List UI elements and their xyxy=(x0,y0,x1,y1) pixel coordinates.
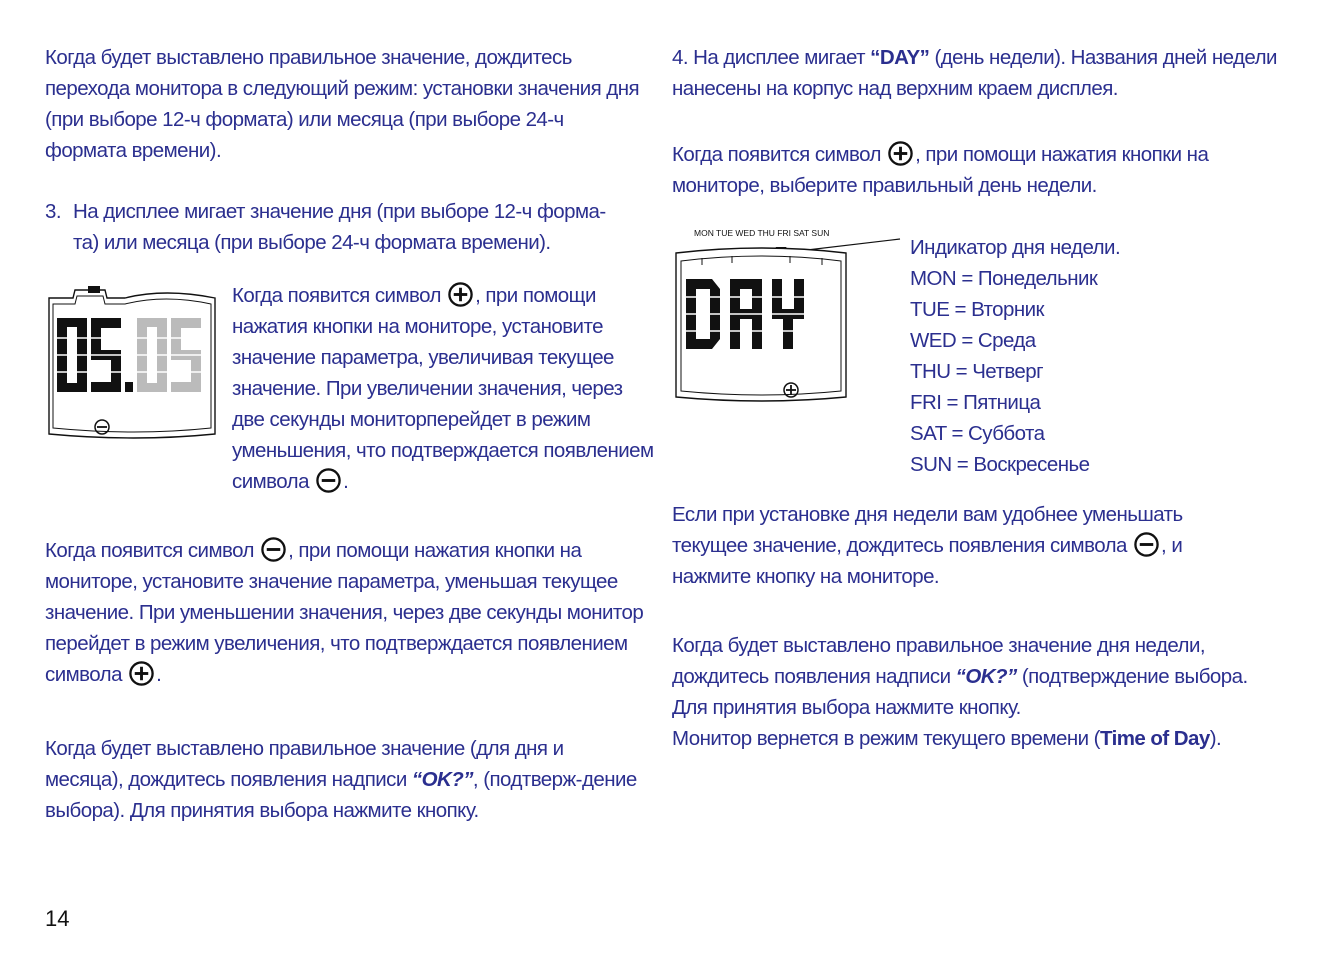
ok-label: “OK?” xyxy=(411,768,473,791)
plus-circle-icon xyxy=(887,140,914,167)
list-item: FRI = Пятница xyxy=(910,391,1041,414)
plus-circle-icon xyxy=(128,660,155,687)
list-item: WED = Среда xyxy=(910,329,1036,352)
text: , и нажмите кнопку на мониторе. xyxy=(672,534,1183,588)
text: Если при установке дня недели вам удобнее уменьшать текущее значение, дождитесь появления символа xyxy=(672,503,1183,557)
day-list xyxy=(910,232,1310,480)
step-3-line-1: На дисплее мигает значение дня (при выборе 12-ч форма- xyxy=(73,200,606,223)
text: Монитор вернется в режим текущего времени ( xyxy=(672,727,1100,750)
day-label: “DAY” xyxy=(870,46,930,69)
plus-circle-icon xyxy=(447,281,474,308)
step-number: 3. xyxy=(45,200,61,223)
text: Когда появится символ xyxy=(232,284,441,307)
text: (день недели). Названия дней недели нанесены на корпус над верхним краем дисплея. xyxy=(672,46,1277,100)
paragraph-minus-day xyxy=(672,499,1262,592)
text: . xyxy=(156,663,162,686)
text: , при помощи нажатия кнопки на мониторе, установите значение параметра, уменьшая текущее значение. При уменьшении значения, через две секунды монитор перейдет в режим увеличения, что подтверждается появлением символа xyxy=(45,539,644,686)
step-3-line-2: та) или месяца (при выборе 24-ч формата времени). xyxy=(73,231,551,254)
list-item: SUN = Воскресенье xyxy=(910,453,1090,476)
text: Когда появится символ xyxy=(672,143,881,166)
step-4 xyxy=(672,42,1282,104)
minus-circle-icon xyxy=(1133,531,1160,558)
list-item: THU = Четверг xyxy=(910,360,1044,383)
days-header: MON TUE WED THU FRI SAT SUN xyxy=(694,228,830,238)
paragraph-minus-decrease xyxy=(45,535,655,690)
text: Когда будет выставлено правильное значение (для дня и месяца), дождитесь появления надписи xyxy=(45,737,564,791)
display-plus-icon xyxy=(784,383,798,397)
step-3 xyxy=(45,196,665,258)
monitor-display-date xyxy=(45,280,219,442)
paragraph-plus-select-day xyxy=(672,139,1282,201)
paragraph-ok-confirm xyxy=(45,733,645,826)
paragraph-settle: Когда будет выставлено правильное значение, дождитесь перехода монитора в следующий режим: установки значения дня (при выборе 12-ч формата) или месяца (при выборе 24-ч формата времени). xyxy=(45,46,640,162)
monitor-display-day xyxy=(672,225,908,405)
minus-circle-icon xyxy=(260,536,287,563)
text: , при помощи нажатия кнопки на мониторе, установите значение параметра, увеличивая текущее значение. При увеличении значения, через две секунды мониторперейдет в режим уменьшения, что подтверждается появлением символа xyxy=(232,284,654,493)
paragraph-ok-day xyxy=(672,630,1282,754)
paragraph-plus-increase xyxy=(232,280,657,497)
text: Когда будет выставлено правильное значение дня недели, дождитесь появления надписи xyxy=(672,634,1205,688)
text: , при помощи нажатия кнопки на мониторе, выберите правильный день недели. xyxy=(672,143,1209,197)
text: (подтверждение выбора. Для принятия выбора нажмите кнопку. xyxy=(672,665,1248,719)
list-item: SAT = Суббота xyxy=(910,422,1045,445)
time-of-day-label: Time of Day xyxy=(1099,727,1210,750)
text: , (подтверж-дение выбора). Для принятия выбора нажмите кнопку. xyxy=(45,768,637,822)
ok-label: “OK?” xyxy=(955,665,1017,688)
list-item: Индикатор дня недели. xyxy=(910,236,1121,259)
list-item: TUE = Вторник xyxy=(910,298,1044,321)
text: Когда появится символ xyxy=(45,539,254,562)
page-number: 14 xyxy=(45,906,70,931)
list-item: MON = Понедельник xyxy=(910,267,1098,290)
text: . xyxy=(343,470,349,493)
text: ). xyxy=(1209,727,1222,750)
text: 4. На дисплее мигает xyxy=(672,46,871,69)
minus-circle-icon xyxy=(315,467,342,494)
